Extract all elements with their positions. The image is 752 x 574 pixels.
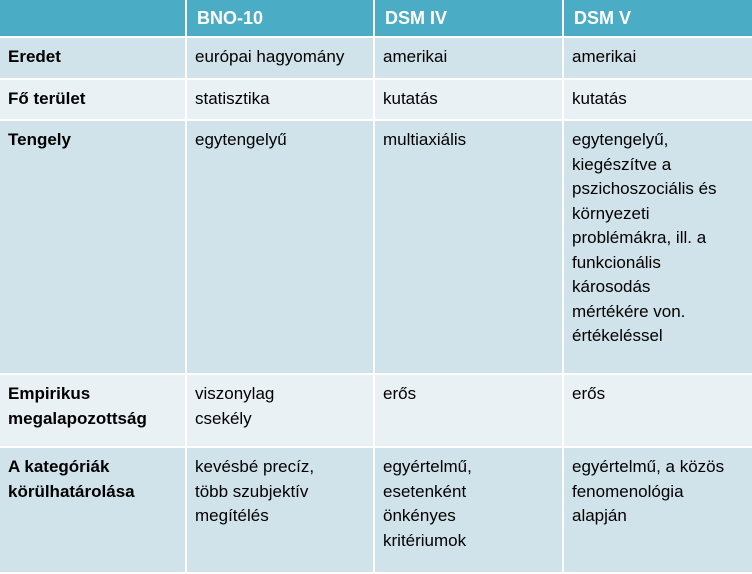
cell-line: erős — [383, 384, 417, 403]
table-row-empirikus — [0, 374, 752, 447]
table-body — [0, 37, 752, 573]
cell-line: mértékére von. — [572, 301, 686, 321]
row-label-line: A kategóriák — [8, 457, 110, 476]
row-label-line: Fő terület — [8, 89, 86, 108]
cell-eredet-dsm-v — [563, 37, 752, 79]
cell-eredet-bno10 — [186, 37, 374, 79]
table-row-kategoriak — [0, 447, 752, 573]
cell-empirikus-dsm-iv — [374, 374, 563, 447]
cell-empirikus-bno10 — [186, 374, 374, 447]
cell-line: fenomenológia — [572, 481, 684, 501]
cell-tengely-dsm-iv — [374, 120, 563, 374]
row-label-line: körülhatárolása — [8, 481, 135, 501]
cell-line: kutatás — [572, 89, 627, 108]
cell-tengely-bno10 — [186, 120, 374, 374]
cell-line: több szubjektív — [195, 481, 309, 501]
table-row-fo-terulet — [0, 79, 752, 120]
header-bno10: BNO-10 — [186, 0, 374, 37]
header-row — [0, 0, 752, 37]
cell-line: problémákra, ill. a — [572, 228, 707, 247]
cell-line: egyértelmű, — [383, 457, 472, 476]
cell-line: multiaxiális — [383, 130, 467, 149]
cell-fo-terulet-dsm-iv — [374, 79, 563, 120]
row-label-line: Tengely — [8, 130, 71, 149]
row-label-line: megalapozottság — [8, 408, 147, 428]
cell-line: erős — [572, 384, 606, 403]
cell-line: önkényes — [383, 506, 456, 525]
cell-line: kutatás — [383, 89, 438, 108]
cell-line: amerikai — [383, 47, 448, 66]
cell-line: értékeléssel — [572, 326, 663, 345]
table-row-tengely — [0, 120, 752, 374]
cell-line: környezeti — [572, 203, 650, 223]
cell-line: pszichoszociális és — [572, 179, 717, 198]
cell-fo-terulet-dsm-v — [563, 79, 752, 120]
table-row-eredet — [0, 37, 752, 79]
row-label-tengely — [0, 120, 186, 374]
cell-line: viszonylag — [195, 384, 275, 403]
cell-line: kevésbé precíz, — [195, 457, 315, 476]
cell-kategoriak-dsm-v — [563, 447, 752, 573]
cell-line: egytengelyű, — [572, 130, 669, 149]
header-dsm-v: DSM V — [563, 0, 752, 37]
cell-tengely-dsm-v — [563, 120, 752, 374]
cell-line: esetenként — [383, 481, 467, 501]
row-label-line: Empirikus — [8, 384, 91, 403]
table-header — [0, 0, 752, 37]
cell-line: statisztika — [195, 89, 270, 108]
cell-kategoriak-dsm-iv — [374, 447, 563, 573]
row-label-fo-terulet — [0, 79, 186, 120]
cell-line: megítélés — [195, 506, 269, 525]
cell-line: csekély — [195, 408, 252, 428]
cell-kategoriak-bno10 — [186, 447, 374, 573]
cell-line: európai hagyomány — [195, 47, 345, 66]
cell-fo-terulet-bno10 — [186, 79, 374, 120]
cell-line: károsodás — [572, 277, 651, 296]
cell-empirikus-dsm-v — [563, 374, 752, 447]
cell-line: alapján — [572, 506, 627, 525]
row-label-line: Eredet — [8, 47, 61, 66]
cell-line: kritériumok — [383, 530, 467, 550]
row-label-empirikus — [0, 374, 186, 447]
header-dsm-iv: DSM IV — [374, 0, 563, 37]
row-label-eredet — [0, 37, 186, 79]
cell-eredet-dsm-iv — [374, 37, 563, 79]
cell-line: funkcionális — [572, 252, 661, 272]
row-label-kategoriak — [0, 447, 186, 573]
cell-line: egyértelmű, a közös — [572, 457, 725, 476]
header-corner-cell — [0, 0, 186, 37]
cell-line: kiegészítve a — [572, 154, 672, 174]
cell-line: amerikai — [572, 47, 637, 66]
cell-line: egytengelyű — [195, 130, 287, 149]
